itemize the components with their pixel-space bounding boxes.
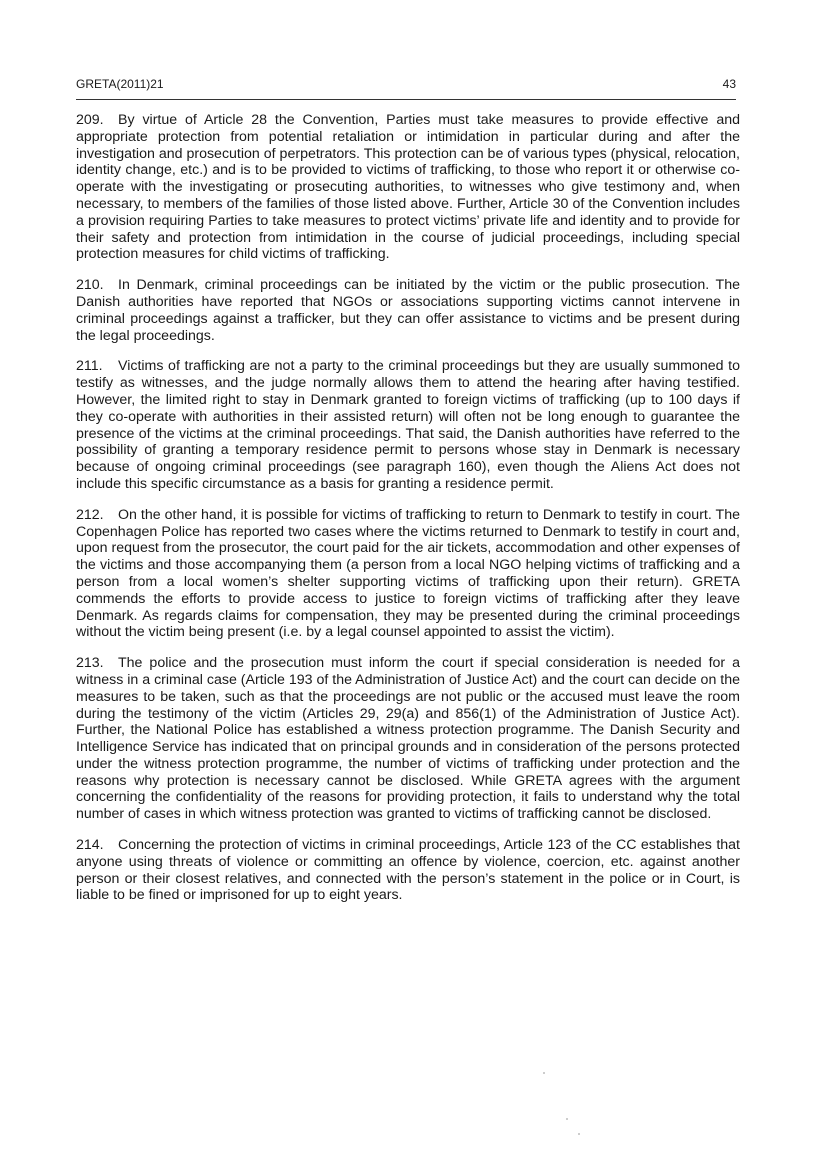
paragraph-212 bbox=[76, 507, 740, 641]
paragraph-number: 213. bbox=[76, 655, 104, 672]
paragraph-213 bbox=[76, 655, 740, 823]
document-reference: GRETA(2011)21 bbox=[76, 77, 164, 91]
paragraph-210 bbox=[76, 277, 740, 344]
paragraph-214 bbox=[76, 837, 740, 904]
scan-speck bbox=[543, 1072, 545, 1074]
page-header bbox=[76, 77, 736, 95]
paragraph-text: The police and the prosecution must inform the court if special consideration is needed for a witness in a criminal case (Article 193 of the Administration of Justice Act) and the court can decide on the measures to be taken, such as that the proceedings are not public or the accused must leave the room during the testimony of the victim (Articles 29, 29(a) and 856(1) of the Administration of Justice Act). Further, the National Police has established a witness protection programme. The Danish Security and Intelligence Service has indicated that on principal grounds and in consideration of the persons protected under the witness protection programme, the number of victims of trafficking under protection and the reasons why protection is necessary cannot be disclosed. While GRETA agrees with the argument concerning the confidentiality of the reasons for providing protection, it fails to understand why the total number of cases in which witness protection was granted to victims of trafficking cannot be disclosed. bbox=[76, 655, 740, 823]
scan-speck bbox=[566, 1118, 568, 1120]
paragraph-number: 210. bbox=[76, 277, 104, 294]
paragraph-text: On the other hand, it is possible for victims of trafficking to return to Denmark to testify in court. The Copenhagen Police has reported two cases where the victims returned to Denmark to testify in court and, upon request from the prosecutor, the court paid for the air tickets, accommodation and other expenses of the victims and those accompanying them (a person from a local NGO helping victims of trafficking and a person from a local women’s shelter supporting victims of trafficking upon their return). GRETA commends the efforts to provide access to justice to foreign victims of trafficking after they leave Denmark. As regards claims for compensation, they may be presented during the criminal proceedings without the victim being present (i.e. by a legal counsel appointed to assist the victim). bbox=[76, 506, 740, 641]
paragraph-text: In Denmark, criminal proceedings can be initiated by the victim or the public prosecution. The Danish authorities have reported that NGOs or associations supporting victims cannot intervene in criminal proceedings against a trafficker, but they can offer assistance to victims and be present during the legal proceedings. bbox=[76, 277, 740, 344]
paragraph-text: Concerning the protection of victims in criminal proceedings, Article 123 of the CC establishes that anyone using threats of violence or committing an offence by violence, coercion, etc. against another person or their closest relatives, and connected with the person’s statement in the police or in Court, is liable to be fined or imprisoned for up to eight years. bbox=[76, 837, 740, 904]
paragraph-209 bbox=[76, 112, 740, 263]
paragraph-number: 209. bbox=[76, 112, 104, 128]
scan-speck bbox=[578, 1133, 580, 1135]
body-text bbox=[76, 112, 740, 918]
page-number: 43 bbox=[722, 77, 736, 91]
paragraph-211 bbox=[76, 358, 740, 492]
paragraph-text: By virtue of Article 28 the Convention, Parties must take measures to provide effective and appropriate protection from potential retaliation or intimidation in particular during and after the investigation and prosecution of perpetrators. This protection can be of various types (physical, relocation, identity change, etc.) and is to be provided to victims of trafficking, to those who report it or otherwise co-operate with the investigating or prosecuting authorities, to witnesses who give testimony and, when necessary, to members of the families of those listed above. Further, Article 30 of the Convention includes a provision requiring Parties to take measures to protect victims’ private life and identity and to provide for their safety and protection from intimidation in the course of judicial proceedings, including special protection measures for child victims of trafficking. bbox=[76, 112, 740, 263]
paragraph-number: 212. bbox=[76, 506, 104, 523]
paragraph-number: 214. bbox=[76, 837, 104, 854]
header-divider bbox=[76, 99, 736, 100]
paragraph-number: 211. bbox=[76, 358, 103, 375]
paragraph-text: Victims of trafficking are not a party to the criminal proceedings but they are usually summoned to testify as witnesses, and the judge normally allows them to attend the hearing after having testified. However, the limited right to stay in Denmark granted to foreign victims of trafficking (up to 100 days if they co-operate with authorities in their assisted return) will often not be long enough to guarantee the presence of the victims at the criminal proceedings. That said, the Danish authorities have referred to the possibility of granting a temporary residence permit to persons whose stay in Denmark is necessary because of ongoing criminal proceedings (see paragraph 160), even though the Aliens Act does not include this specific circumstance as a basis for granting a residence permit. bbox=[76, 358, 740, 492]
